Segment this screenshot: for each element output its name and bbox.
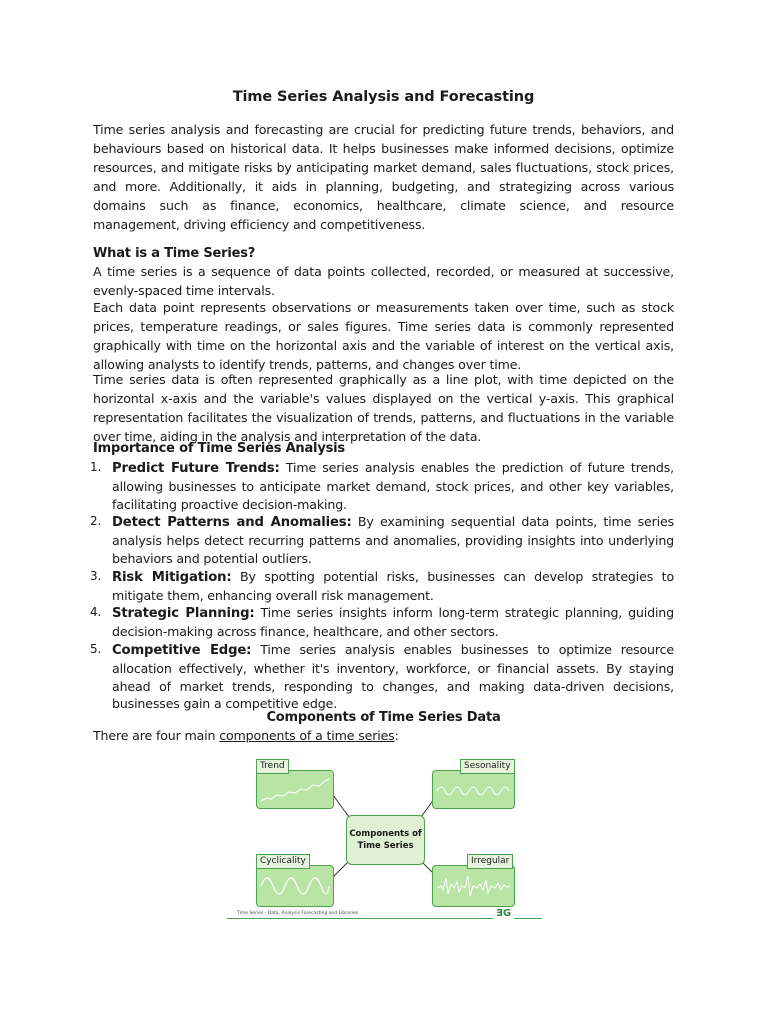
seasonality-label: Sesonality [460, 759, 515, 774]
graphical-paragraph: Time series data is often represented graphically as a line plot, with time depicted on the horizontal x-axis and the variable's values displayed on the vertical y-axis. This graphical representation facilitates the visualization of trends, patterns, and fluctuations in the variable over time, aiding in the analysis and interpretation of the data. [93, 372, 674, 444]
intro-paragraph: Time series analysis and forecasting are crucial for predicting future trends, behaviors, and behaviours based on historical data. It helps businesses make informed decisions, optimize resources, and mitigate risks by anticipating market demand, sales fluctuations, stock prices, and more. Additionally, it aids in planning, budgeting, and strategizing across various domains such as finance, economics, healthcare, climate science, and resource management, driving efficiency and competitiveness. [93, 122, 674, 232]
document-title: Time Series Analysis and Forecasting [232, 89, 535, 105]
importance-heading: Importance of Time Series Analysis [93, 441, 345, 456]
components-link[interactable]: components of a time series [219, 728, 395, 743]
gfg-logo-icon: ƎG [493, 908, 514, 919]
cyclicality-box [256, 865, 334, 907]
what-is-heading: What is a Time Series? [93, 246, 256, 261]
list-item: 4. Strategic Planning: Time series insights inform long-term strategic planning, guiding decision-making across finance, healthcare, and other sectors. [90, 605, 674, 640]
cyclicality-wave-icon [257, 866, 333, 906]
components-diagram [227, 745, 542, 925]
list-item: 5. Competitive Edge: Time series analysis enables businesses to optimize resource allocation effectively, whether it's inventory, workforce, or financial assets. By staying ahead of market trends, responding to changes, and making data-driven decisions, businesses gain a competitive edge. [90, 641, 674, 712]
center-line1: Components of [349, 829, 422, 839]
importance-list [90, 459, 675, 713]
components-intro: There are four main components of a time series: [93, 728, 399, 743]
trend-box [256, 770, 334, 809]
irregular-box [432, 865, 515, 907]
definition-paragraph: A time series is a sequence of data points collected, recorded, or measured at successive, evenly-spaced time intervals. [93, 264, 674, 298]
trend-label: Trend [256, 759, 289, 774]
seasonality-box [432, 770, 515, 809]
trend-line-icon [257, 771, 333, 808]
list-item: 1. Predict Future Trends: Time series analysis enables the prediction of future trends, allowing businesses to anticipate market demand, stock prices, and other key variables, facilitating proactive decision-making. [90, 460, 675, 512]
irregular-wave-icon [433, 866, 514, 906]
center-line2: Time Series [357, 841, 414, 851]
cyclicality-label: Cyclicality [256, 854, 310, 869]
data-point-paragraph: Each data point represents observations or measurements taken over time, such as stock prices, temperature readings, or sales figures. Time series data is commonly represented graphically with time on the horizontal axis and the variable of interest on the vertical axis, allowing analysts to identify trends, patterns, and changes over time. [93, 300, 674, 372]
seasonality-wave-icon [433, 771, 514, 808]
center-node [346, 815, 425, 865]
components-heading: Components of Time Series Data [266, 710, 501, 725]
irregular-label: Irregular [467, 854, 513, 869]
list-item: 3. Risk Mitigation: By spotting potential risks, businesses can develop strategies to mitigate them, enhancing overall risk management. [90, 568, 674, 603]
figure-caption: Time Series - Data, Analysis Forecasting and Libraries [237, 911, 361, 916]
list-item: 2. Detect Patterns and Anomalies: By examining sequential data points, time series analysis helps detect recurring patterns and anomalies, providing insights into underlying behaviors and potential outliers. [90, 514, 674, 566]
